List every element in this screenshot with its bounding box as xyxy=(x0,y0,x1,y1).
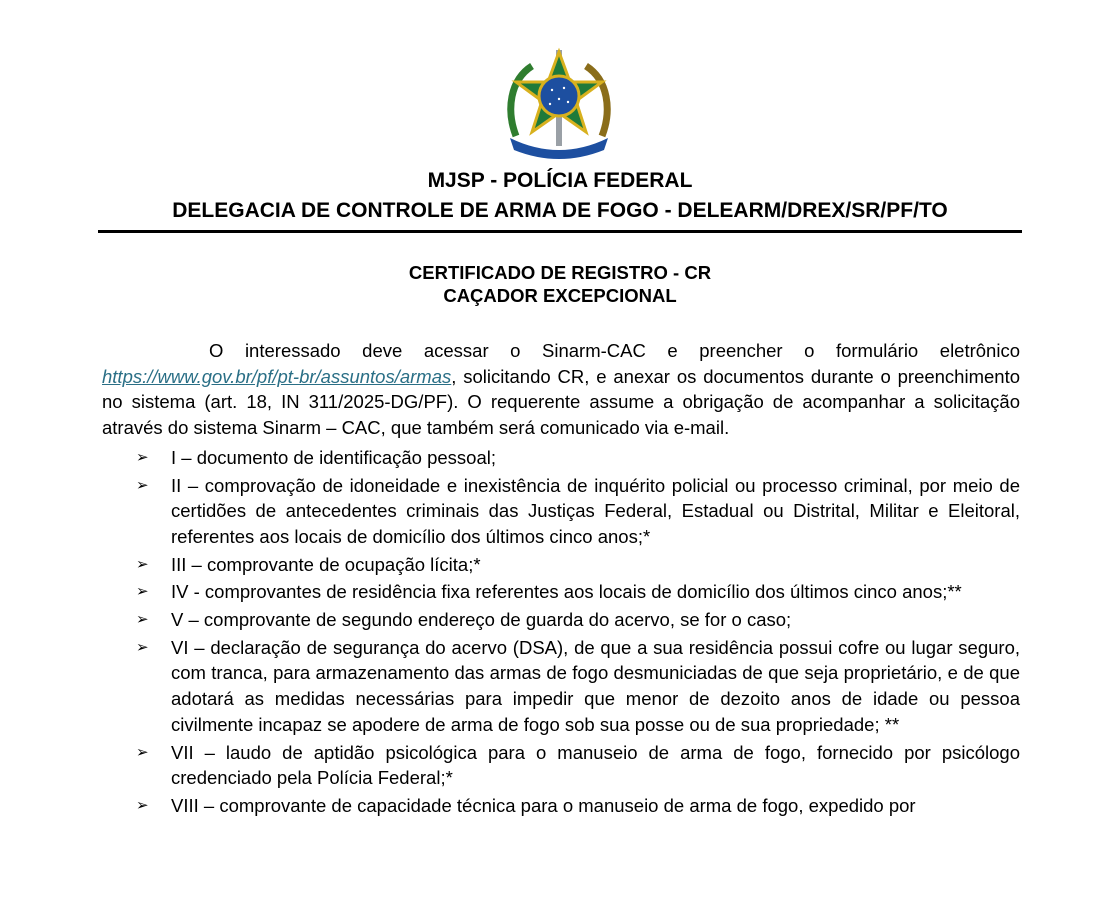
agency-header: MJSP - POLÍCIA FEDERAL xyxy=(427,169,693,192)
list-item-text: VIII – comprovante de capacidade técnica para o manuseio de arma de fogo, expedido por xyxy=(171,794,916,816)
list-item xyxy=(102,793,1020,819)
list-item-text: I – documento de identificação pessoal; xyxy=(171,446,496,468)
document-title: CERTIFICADO DE REGISTRO - CR xyxy=(408,262,712,283)
arrow-bullet-icon: ➢ xyxy=(136,583,149,601)
intro-text: O interessado deve acessar o Sinarm-CAC e preencher o formulário eletrônico xyxy=(209,340,1020,361)
arrow-bullet-icon: ➢ xyxy=(136,796,149,814)
header-divider xyxy=(98,230,1022,233)
list-item-text: IV - comprovantes de residência fixa referentes aos locais de domicílio dos últimos cinco anos;** xyxy=(171,581,962,603)
brasil-coat-of-arms-icon xyxy=(502,44,616,160)
list-item xyxy=(102,473,1020,550)
document-body xyxy=(102,338,1020,821)
list-item-text: II – comprovação de idoneidade e inexistência de inquérito policial ou processo criminal, por meio de certidões de antecedentes criminais das Justiças Federal, Estadual ou Distrital, Militar e Eleitoral, referentes aos locais de domicílio dos últimos cinco anos;* xyxy=(171,474,1020,547)
list-item xyxy=(102,607,1020,633)
list-item xyxy=(102,740,1020,791)
intro-paragraph xyxy=(102,338,1020,441)
requirements-list xyxy=(102,445,1020,819)
arrow-bullet-icon: ➢ xyxy=(136,448,149,466)
list-item xyxy=(102,552,1020,578)
document-subtitle: CAÇADOR EXCEPCIONAL xyxy=(443,285,677,306)
arrow-bullet-icon: ➢ xyxy=(136,476,149,494)
list-item-text: V – comprovante de segundo endereço de guarda do acervo, se for o caso; xyxy=(171,609,792,631)
list-item-text: VI – declaração de segurança do acervo (DSA), de que a sua residência possui cofre ou lugar seguro, com tranca, para armazenamento das armas de fogo desmuniciadas de que seja proprietário, e de que adotará as medidas necessárias para impedir que menor de dezoito anos de idade ou pessoa civilmente incapaz se apodere de arma de fogo sob sua posse ou de sua propriedade; ** xyxy=(171,636,1020,735)
list-item-text: III – comprovante de ocupação lícita;* xyxy=(171,553,481,575)
arrow-bullet-icon: ➢ xyxy=(136,611,149,629)
list-item-text: VII – laudo de aptidão psicológica para o manuseio de arma de fogo, fornecido por psicólogo credenciado pela Polícia Federal;* xyxy=(171,741,1020,789)
arrow-bullet-icon: ➢ xyxy=(136,743,149,761)
list-item xyxy=(102,445,1020,471)
sinarm-link[interactable]: https://www.gov.br/pf/pt-br/assuntos/armas xyxy=(102,365,452,387)
arrow-bullet-icon: ➢ xyxy=(136,555,149,573)
list-item xyxy=(102,635,1020,738)
list-item xyxy=(102,579,1020,605)
arrow-bullet-icon: ➢ xyxy=(136,638,149,656)
department-header: DELEGACIA DE CONTROLE DE ARMA DE FOGO - DELEARM/DREX/SR/PF/TO xyxy=(172,199,948,222)
intro-text-continued: , solicitando CR, e anexar os documentos durante o preenchimento no sistema (art. 18, IN 311/2025-DG/PF). O requerente assume a obrigação de acompanhar a solicitação através do sistema Sinarm – CAC, que também será comunicado via e-mail. xyxy=(102,365,1020,439)
